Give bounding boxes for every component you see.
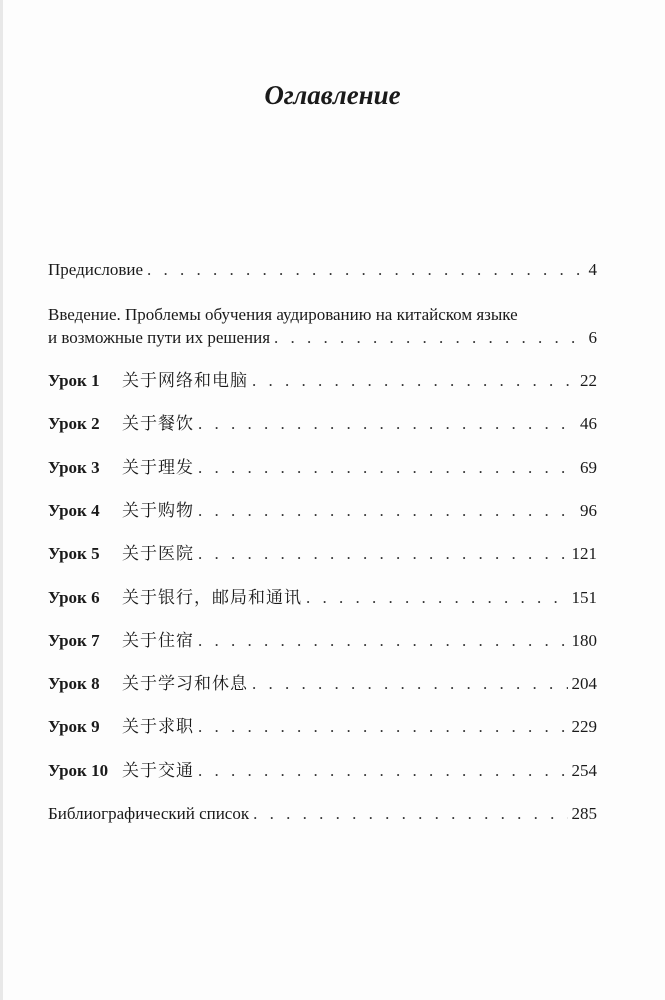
lesson-number: Урок 6	[48, 587, 100, 607]
entry-page: 22	[580, 371, 597, 390]
toc-entry-lesson[interactable]	[48, 413, 597, 435]
toc-entry-lesson[interactable]	[48, 457, 597, 479]
dot-leader	[253, 803, 567, 825]
toc-entry-bibliography[interactable]	[48, 803, 597, 825]
toc-entry-lesson[interactable]	[48, 500, 597, 522]
toc-entry-preface[interactable]	[48, 259, 597, 281]
entry-page: 285	[571, 804, 597, 823]
dot-leader	[198, 413, 576, 435]
dot-leader	[198, 630, 568, 652]
entry-page: 254	[571, 760, 597, 780]
toc-entry-lesson[interactable]	[48, 370, 597, 392]
lesson-topic: 关于理发	[122, 457, 194, 477]
lesson-number: Урок 1	[48, 371, 100, 390]
entry-page: 4	[588, 260, 597, 279]
lesson-topic: 关于餐饮	[122, 414, 194, 434]
entry-label: и возможные пути их решения	[48, 328, 271, 347]
lesson-number: Урок 4	[48, 500, 100, 520]
lesson-number: Урок 3	[48, 457, 100, 477]
dot-leader	[198, 500, 576, 522]
toc-entry-intro-line1[interactable]: Введение. Проблемы обучения аудированию на китайском языке	[48, 305, 518, 324]
page-edge	[0, 0, 3, 1000]
entry-page: 6	[588, 328, 597, 347]
page-title: Оглавление	[264, 80, 401, 110]
entry-page: 151	[571, 587, 597, 607]
toc-entry-lesson[interactable]	[48, 630, 597, 652]
entry-page: 69	[580, 457, 597, 477]
entry-label: Библиографический список	[48, 804, 250, 823]
entry-page: 121	[571, 544, 597, 564]
entry-page: 46	[580, 414, 597, 434]
dot-leader	[252, 673, 568, 695]
lesson-topic: 关于学习和休息	[122, 674, 248, 694]
toc-entry-intro[interactable]	[48, 327, 597, 349]
lesson-number: Урок 9	[48, 717, 100, 737]
lesson-number: Урок 10	[48, 760, 109, 780]
toc-entry-lesson[interactable]	[48, 543, 597, 565]
lesson-topic: 关于交通	[122, 760, 194, 780]
toc-entry-lesson[interactable]	[48, 716, 597, 738]
dot-leader	[252, 370, 576, 392]
lesson-topic: 关于住宿	[122, 630, 194, 650]
dot-leader	[198, 543, 568, 565]
lesson-number: Урок 8	[48, 674, 100, 694]
lesson-topic: 关于求职	[122, 717, 194, 737]
entry-label: Предисловие	[48, 260, 144, 279]
entry-page: 204	[571, 674, 597, 694]
entry-page: 96	[580, 500, 597, 520]
toc-entry-lesson[interactable]	[48, 760, 597, 782]
dot-leader	[306, 587, 568, 609]
toc-entry-lesson[interactable]	[48, 587, 597, 609]
entry-page: 229	[571, 717, 597, 737]
toc-entry-lesson[interactable]	[48, 673, 597, 695]
lesson-topic: 关于网络和电脑	[122, 371, 248, 390]
dot-leader	[198, 760, 568, 782]
lesson-topic: 关于医院	[122, 544, 194, 564]
lesson-number: Урок 5	[48, 544, 100, 564]
lesson-topic: 关于购物	[122, 500, 194, 520]
dot-leader	[198, 716, 568, 738]
lesson-number: Урок 2	[48, 414, 100, 434]
lesson-topic: 关于银行，邮局和通讯	[122, 587, 302, 607]
entry-page: 180	[571, 630, 597, 650]
dot-leader	[147, 259, 584, 281]
dot-leader	[274, 327, 584, 349]
dot-leader	[198, 457, 576, 479]
lesson-number: Урок 7	[48, 630, 100, 650]
